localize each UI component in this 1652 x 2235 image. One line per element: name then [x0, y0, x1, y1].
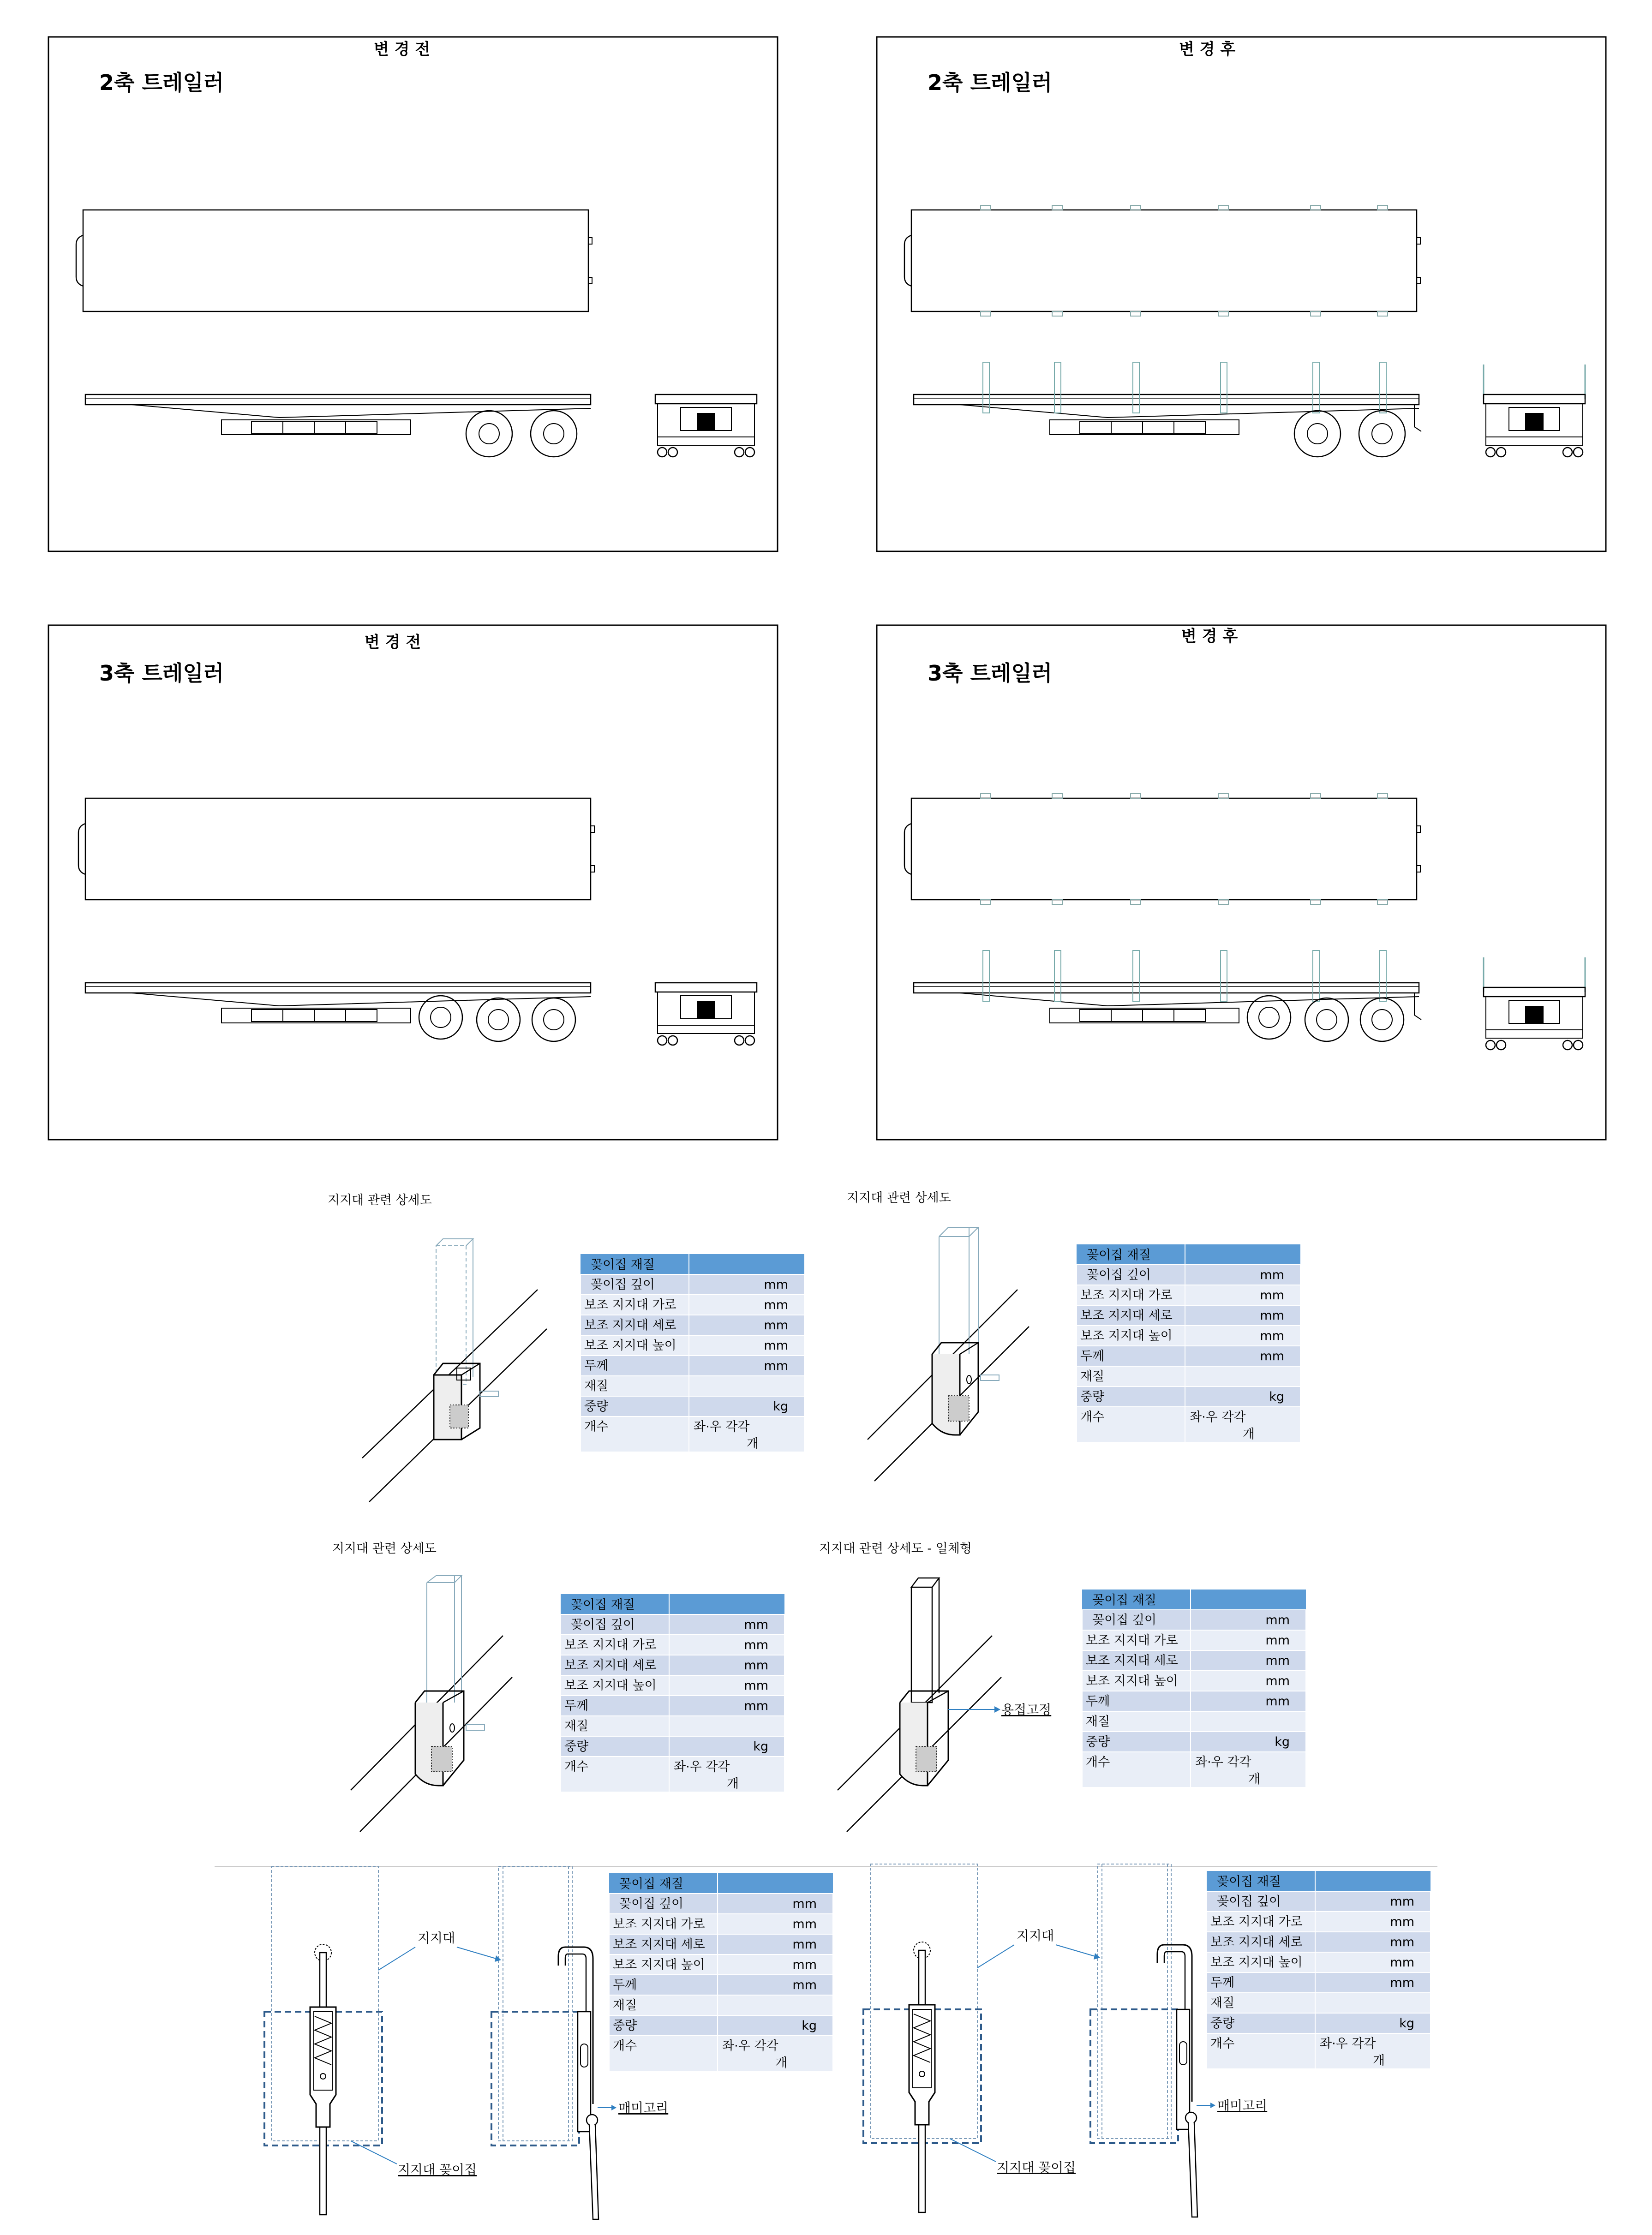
spec-row-unit: mm — [764, 1318, 788, 1333]
spec-row-unit: 개 — [747, 1437, 759, 1451]
trailer-side-view — [85, 394, 591, 457]
spec-row-unit: mm — [744, 1658, 768, 1673]
spec-row-label: 보조 지지대 세로 — [613, 1937, 705, 1952]
spec-row-label: 꽂이집 깊이 — [1217, 1894, 1281, 1909]
spec-row-unit: mm — [764, 1278, 788, 1292]
spec-row-label: 두께 — [1210, 1976, 1235, 1990]
spec-row-unit: kg — [1275, 1735, 1290, 1749]
panel-2axle-before — [48, 37, 778, 551]
spec-row-label: 두께 — [584, 1359, 609, 1373]
panel-title: 3축 트레일러 — [928, 661, 1053, 686]
spec-row-label: 재질 — [613, 1998, 637, 2013]
spec-row-label: 보조 지지대 세로 — [1210, 1935, 1303, 1949]
spec-row-label: 두께 — [613, 1978, 637, 1992]
spec-table-header: 꽂이집 재질 — [1092, 1593, 1156, 1608]
detail-caption: 지지대 관련 상세도 - 일체형 — [819, 1542, 972, 1556]
spec-table-header: 꽂이집 재질 — [571, 1598, 635, 1612]
spec-row-label: 보조 지지대 세로 — [584, 1318, 676, 1333]
spec-row-label: 보조 지지대 가로 — [1080, 1288, 1173, 1303]
spec-row-unit: mm — [1265, 1674, 1290, 1688]
spec-row-label: 개수 — [613, 2039, 637, 2053]
detail-caption: 지지대 관련 상세도 — [332, 1542, 437, 1556]
spec-row-label: 개수 — [1080, 1410, 1105, 1424]
spec-row-label: 중량 — [1086, 1735, 1110, 1749]
support-label: 지지대 — [418, 1930, 455, 1946]
spec-row-unit: mm — [792, 1978, 817, 1992]
spec-row-label: 꽂이집 깊이 — [1087, 1268, 1151, 1282]
spec-row-unit: mm — [1390, 1955, 1414, 1970]
panel-title: 2축 트레일러 — [99, 70, 224, 95]
spec-row-label: 두께 — [1080, 1349, 1105, 1363]
detail-caption: 지지대 관련 상세도 — [847, 1191, 951, 1205]
spec-row-label: 보조 지지대 가로 — [584, 1298, 676, 1312]
spec-row-label: 보조 지지대 세로 — [564, 1658, 657, 1673]
spec-row-unit: mm — [1390, 1976, 1414, 1990]
spec-row-unit: mm — [1260, 1309, 1284, 1323]
spec-table — [1077, 1244, 1300, 1442]
spec-row-unit: 개 — [1373, 2054, 1385, 2068]
spec-row-label: 보조 지지대 높이 — [564, 1679, 657, 1693]
spec-row-label: 보조 지지대 높이 — [584, 1339, 676, 1353]
panel-title: 2축 트레일러 — [928, 70, 1053, 95]
spec-row-label: 보조 지지대 높이 — [1210, 1955, 1303, 1970]
spec-row-unit: mm — [1390, 1915, 1414, 1929]
spec-row-unit: mm — [792, 1897, 817, 1911]
spec-row-label: 재질 — [564, 1719, 589, 1733]
spec-row-label: 재질 — [1080, 1369, 1105, 1384]
spec-row-unit: mm — [1390, 1935, 1414, 1949]
panel-frame — [877, 625, 1606, 1140]
spec-table — [561, 1594, 784, 1792]
spec-row-unit: 개 — [775, 2056, 788, 2070]
panel-3axle-after — [877, 625, 1606, 1140]
spec-row-label: 개수 — [1086, 1755, 1110, 1769]
spec-row-label: 보조 지지대 높이 — [1080, 1329, 1173, 1343]
spec-row-label: 보조 지지대 높이 — [613, 1958, 705, 1972]
spec-row-label: 재질 — [1086, 1715, 1110, 1729]
spec-row-unit: 개 — [727, 1777, 739, 1791]
spec-table — [609, 1873, 833, 2071]
spec-table-header: 꽂이집 재질 — [591, 1258, 655, 1272]
spec-row-unit: kg — [753, 1739, 768, 1754]
spec-row-unit: 좌·우 각각 — [694, 1420, 750, 1434]
spec-row-unit: mm — [1390, 1894, 1414, 1909]
spec-row-label: 두께 — [1086, 1694, 1110, 1709]
socket-label: 지지대 꽂이집 — [997, 2160, 1076, 2175]
spec-row-unit: mm — [744, 1638, 768, 1652]
trailer-side-view — [914, 362, 1421, 457]
spec-table — [581, 1254, 804, 1452]
hook-label: 매미고리 — [1217, 2098, 1268, 2113]
spec-row-unit: mm — [744, 1618, 768, 1632]
panel-frame — [48, 625, 778, 1140]
spec-row-label: 꽂이집 깊이 — [619, 1897, 683, 1911]
trailer-top-view — [78, 798, 594, 900]
panel-header: 변 경 전 — [374, 40, 431, 59]
spec-row-unit: kg — [1399, 2016, 1414, 2031]
spec-row-unit: 좌·우 각각 — [1195, 1755, 1251, 1769]
trailer-rear-view — [655, 394, 757, 457]
spec-row-unit: 개 — [1248, 1772, 1261, 1787]
spec-row-unit: mm — [792, 1917, 817, 1931]
spec-row-label: 꽂이집 깊이 — [571, 1618, 635, 1632]
spec-row-unit: mm — [792, 1937, 817, 1952]
spec-row-label: 보조 지지대 가로 — [564, 1638, 657, 1652]
spec-row-label: 보조 지지대 세로 — [1086, 1654, 1178, 1668]
spec-row-label: 개수 — [584, 1420, 609, 1434]
spec-tables — [561, 1244, 1431, 2071]
spec-row-label: 보조 지지대 높이 — [1086, 1674, 1178, 1688]
spec-row-unit: mm — [1265, 1633, 1290, 1648]
trailer-top-view — [76, 210, 592, 311]
socket-label: 지지대 꽂이집 — [398, 2162, 477, 2177]
socket-detail-2 — [868, 1227, 1029, 1481]
spec-row-unit: mm — [1260, 1268, 1284, 1282]
socket-detail-1 — [362, 1239, 547, 1502]
hook-label: 매미고리 — [618, 2100, 669, 2115]
trailer-rear-view — [655, 983, 757, 1045]
spec-row-label: 재질 — [1210, 1996, 1235, 2010]
trailer-rear-view — [1484, 957, 1585, 1050]
spec-row-unit: mm — [1265, 1613, 1290, 1627]
spec-row-unit: kg — [1269, 1390, 1284, 1404]
spec-row-label: 재질 — [584, 1379, 609, 1393]
spec-table-header: 꽂이집 재질 — [1217, 1875, 1281, 1889]
spec-row-label: 개수 — [1210, 2037, 1235, 2051]
spec-table-header: 꽂이집 재질 — [619, 1877, 683, 1891]
spec-row-unit: 좌·우 각각 — [674, 1760, 730, 1774]
trailer-side-view — [85, 983, 591, 1041]
panel-header: 변 경 후 — [1179, 40, 1236, 59]
trailer-side-view — [914, 950, 1421, 1041]
spec-row-label: 보조 지지대 가로 — [1086, 1633, 1178, 1648]
spec-row-unit: 좌·우 각각 — [1190, 1410, 1246, 1424]
panel-frame — [48, 37, 778, 551]
spec-row-unit: kg — [773, 1399, 788, 1414]
spec-row-unit: kg — [802, 2019, 817, 2033]
trailer-top-view — [904, 205, 1420, 316]
trailer-rear-view — [1484, 365, 1585, 457]
spec-row-label: 보조 지지대 세로 — [1080, 1309, 1173, 1323]
spec-row-unit: mm — [764, 1298, 788, 1312]
spec-row-label: 중량 — [1210, 2016, 1235, 2031]
spec-row-label: 두께 — [564, 1699, 589, 1713]
weld-label: 용접고정 — [1001, 1702, 1052, 1717]
spec-row-unit: mm — [1260, 1329, 1284, 1343]
spec-row-unit: mm — [1265, 1694, 1290, 1709]
spec-row-unit: mm — [1260, 1349, 1284, 1363]
spec-row-label: 꽂이집 깊이 — [591, 1278, 655, 1292]
spec-row-unit: mm — [744, 1679, 768, 1693]
spec-row-unit: mm — [764, 1359, 788, 1373]
spec-row-label: 개수 — [564, 1760, 589, 1774]
support-label: 지지대 — [1017, 1928, 1054, 1943]
trailer-top-view — [904, 794, 1420, 904]
spec-row-label: 중량 — [613, 2019, 637, 2033]
spec-row-unit: 좌·우 각각 — [722, 2039, 778, 2053]
panel-3axle-before — [48, 625, 778, 1140]
panel-frame — [877, 37, 1606, 551]
spec-row-label: 보조 지지대 가로 — [1210, 1915, 1303, 1929]
spec-table — [1082, 1590, 1306, 1787]
spec-row-label: 중량 — [1080, 1390, 1105, 1404]
spec-row-unit: mm — [744, 1699, 768, 1713]
spec-row-unit: 개 — [1243, 1427, 1255, 1441]
spec-row-label: 중량 — [564, 1739, 589, 1754]
socket-detail-3 — [351, 1576, 512, 1832]
spec-row-unit: mm — [1265, 1654, 1290, 1668]
spec-row-label: 중량 — [584, 1399, 609, 1414]
spec-row-unit: mm — [1260, 1288, 1284, 1303]
socket-detail-integral — [838, 1578, 1001, 1832]
spec-row-unit: 좌·우 각각 — [1320, 2037, 1376, 2051]
spec-row-label: 보조 지지대 가로 — [613, 1917, 705, 1931]
spec-row-label: 꽂이집 깊이 — [1092, 1613, 1156, 1627]
spec-row-unit: mm — [792, 1958, 817, 1972]
spec-table — [1207, 1871, 1431, 2069]
spec-row-unit: mm — [764, 1339, 788, 1353]
detail-caption: 지지대 관련 상세도 — [328, 1193, 432, 1207]
panel-header: 변 경 전 — [365, 633, 421, 651]
spec-table-header: 꽂이집 재질 — [1087, 1248, 1151, 1262]
panel-title: 3축 트레일러 — [99, 661, 224, 686]
panel-header: 변 경 후 — [1181, 627, 1238, 645]
panel-2axle-after — [877, 37, 1606, 551]
